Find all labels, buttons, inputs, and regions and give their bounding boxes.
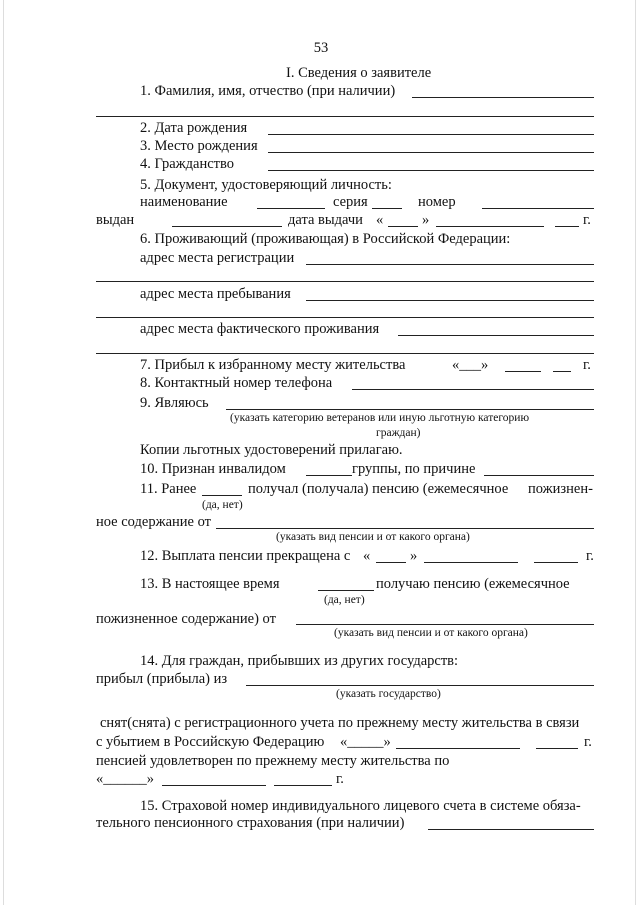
- label-previously-b: получал (получала) пенсию (ежемесячное: [248, 481, 509, 497]
- label-arrived: 7. Прибыл к избранному месту жительства: [140, 357, 406, 373]
- field-stay-address-cont[interactable]: [96, 317, 594, 318]
- section-title: I. Сведения о заявителе: [286, 65, 432, 81]
- field-full-name[interactable]: [412, 97, 594, 98]
- field-previously-yes-no[interactable]: [202, 495, 242, 496]
- field-arrived-from[interactable]: [246, 685, 594, 686]
- label-pension-ended: пенсией удовлетворен по прежнему месту жительства по: [96, 753, 450, 769]
- hint-yes-no-2: (да, нет): [324, 594, 365, 606]
- departure-day[interactable]: «_____»: [340, 734, 391, 750]
- field-departure-month[interactable]: [396, 748, 520, 749]
- label-lifetime-from-2: пожизненное содержание) от: [96, 611, 276, 627]
- label-issue-date: дата выдачи: [288, 212, 363, 228]
- field-actual-address-cont[interactable]: [96, 353, 594, 354]
- field-snils[interactable]: [428, 829, 594, 830]
- page-number: 53: [313, 40, 329, 56]
- hint-status-1: (указать категорию ветеранов или иную льготную категорию: [230, 412, 530, 424]
- arrived-year-suffix: г.: [583, 357, 591, 373]
- label-residing: 6. Проживающий (проживающая) в Российской Федерации:: [140, 231, 511, 247]
- label-disabled-b: группы, по причине: [352, 461, 476, 477]
- field-ended-month[interactable]: [162, 785, 266, 786]
- label-phone: 8. Контактный номер телефона: [140, 375, 333, 391]
- label-lifetime-from: ное содержание от: [96, 514, 212, 530]
- arrived-day[interactable]: «___»: [452, 357, 489, 373]
- label-previously-a: 11. Ранее: [140, 481, 197, 497]
- field-currently-yes-no[interactable]: [318, 590, 374, 591]
- field-reg-address-cont[interactable]: [96, 281, 594, 282]
- field-disabled-group[interactable]: [306, 475, 352, 476]
- hint-pension-2: (указать вид пенсии и от какого органа): [334, 627, 528, 639]
- stopped-quote-open: «: [363, 548, 371, 564]
- label-arrived-from: прибыл (прибыла) из: [96, 671, 228, 687]
- label-doc-name: наименование: [140, 194, 228, 210]
- field-lifetime-from-2[interactable]: [296, 624, 594, 625]
- issue-date-quote-close: »: [422, 212, 430, 228]
- field-birth-date[interactable]: [268, 134, 594, 135]
- field-phone[interactable]: [352, 389, 594, 390]
- label-snils-2: тельного пенсионного страхования (при наличии): [96, 815, 405, 831]
- field-stopped-month[interactable]: [424, 562, 518, 563]
- label-id-document: 5. Документ, удостоверяющий личность:: [140, 177, 392, 193]
- label-doc-series: серия: [333, 194, 368, 210]
- stopped-year-suffix: г.: [586, 548, 594, 564]
- field-lifetime-from[interactable]: [216, 528, 594, 529]
- field-stopped-day[interactable]: [376, 562, 406, 563]
- field-arrived-year[interactable]: [553, 371, 571, 372]
- label-currently-b: получаю пенсию (ежемесячное: [376, 576, 570, 592]
- field-stopped-year[interactable]: [534, 562, 578, 563]
- field-issue-year[interactable]: [555, 226, 579, 227]
- label-departure: с убытием в Российскую Федерацию: [96, 734, 325, 750]
- field-actual-address[interactable]: [398, 335, 594, 336]
- label-citizenship: 4. Гражданство: [140, 156, 235, 172]
- label-currently-a: 13. В настоящее время: [140, 576, 280, 592]
- field-reg-address[interactable]: [306, 264, 594, 265]
- issue-year-suffix: г.: [583, 212, 591, 228]
- field-issue-month[interactable]: [436, 226, 544, 227]
- field-full-name-cont[interactable]: [96, 116, 594, 117]
- label-pension-stopped: 12. Выплата пенсии прекращена с: [140, 548, 351, 564]
- label-deregistered: снят(снята) с регистрационного учета по прежнему месту жительства в связи: [100, 715, 580, 731]
- hint-yes-no-1: (да, нет): [202, 499, 243, 511]
- hint-country: (указать государство): [336, 688, 441, 700]
- field-birth-place[interactable]: [268, 152, 594, 153]
- stopped-quote-close: »: [410, 548, 418, 564]
- ended-year-suffix: г.: [336, 771, 344, 787]
- field-disabled-reason[interactable]: [484, 475, 594, 476]
- scan-edge-right: [635, 0, 636, 905]
- field-issued-by[interactable]: [172, 226, 282, 227]
- field-doc-number[interactable]: [482, 208, 594, 209]
- hint-pension-1: (указать вид пенсии и от какого органа): [276, 531, 470, 543]
- field-doc-series[interactable]: [372, 208, 402, 209]
- field-arrived-month[interactable]: [505, 371, 541, 372]
- hint-status-2: граждан): [376, 427, 421, 439]
- field-doc-name[interactable]: [257, 208, 325, 209]
- label-foreign: 14. Для граждан, прибывших из других государств:: [140, 653, 459, 669]
- label-birth-date: 2. Дата рождения: [140, 120, 248, 136]
- label-full-name: 1. Фамилия, имя, отчество (при наличии): [140, 83, 396, 99]
- label-stay-address: адрес места пребывания: [140, 286, 291, 302]
- label-snils-1: 15. Страховой номер индивидуального лицевого счета в системе обяза-: [140, 798, 581, 814]
- field-stay-address[interactable]: [306, 300, 594, 301]
- field-ended-year[interactable]: [274, 785, 332, 786]
- label-disabled-a: 10. Признан инвалидом: [140, 461, 286, 477]
- label-doc-number: номер: [418, 194, 456, 210]
- departure-year-suffix: г.: [584, 734, 592, 750]
- label-reg-address: адрес места регистрации: [140, 250, 295, 266]
- label-birth-place: 3. Место рождения: [140, 138, 258, 154]
- label-copies: Копии льготных удостоверений прилагаю.: [140, 442, 403, 458]
- field-status[interactable]: [226, 409, 594, 410]
- issue-date-quote-open: «: [376, 212, 384, 228]
- scan-edge-left: [3, 0, 4, 905]
- field-issue-day[interactable]: [388, 226, 418, 227]
- field-citizenship[interactable]: [268, 170, 594, 171]
- label-actual-address: адрес места фактического проживания: [140, 321, 380, 337]
- label-status: 9. Являюсь: [140, 395, 209, 411]
- field-departure-year[interactable]: [536, 748, 578, 749]
- label-issued-by: выдан: [96, 212, 135, 228]
- ended-day[interactable]: «______»: [96, 771, 154, 787]
- label-previously-c: пожизнен-: [528, 481, 593, 497]
